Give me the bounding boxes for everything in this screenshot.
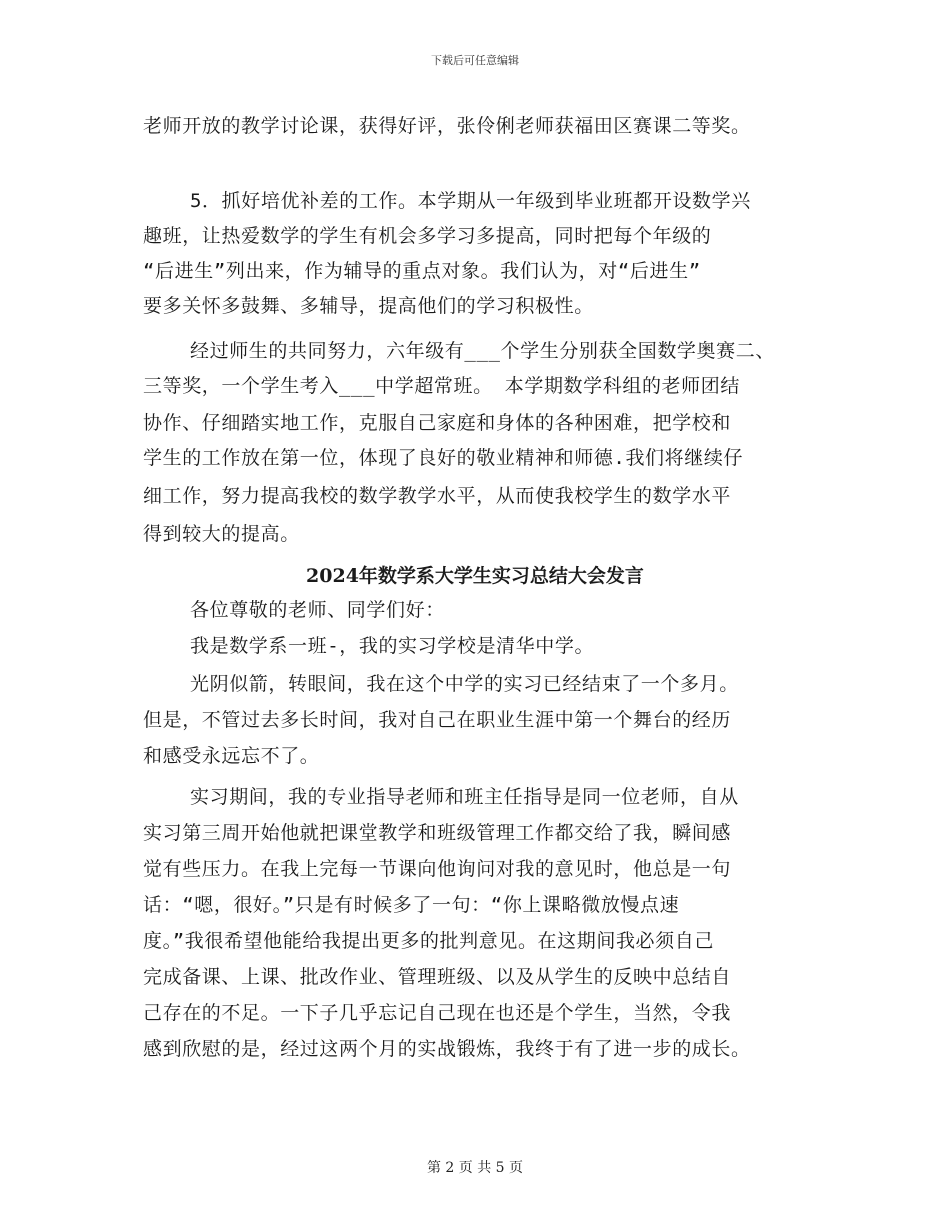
page-header: 下载后可任意编辑 — [431, 54, 519, 67]
text-line: 趣班，让热爱数学的学生有机会多学习多提高，同时把每个年级的 — [143, 225, 712, 247]
text-line: 实习第三周开始他就把课堂教学和班级管理工作都交给了我，瞬间感 — [143, 822, 732, 844]
text-line: 要多关怀多鼓舞、多辅导，提高他们的学习积极性。 — [143, 295, 594, 317]
text-line: 我是数学系一班-，我的实习学校是清华中学。 — [190, 635, 595, 657]
text-line: 三等奖，一个学生考入___中学超常班。 本学期数学科组的老师团结 — [143, 375, 740, 397]
text-line: 老师开放的教学讨论课，获得好评，张伶俐老师获福田区赛课二等奖。 — [143, 115, 751, 137]
text-line: 协作、仔细踏实地工作，克服自己家庭和身体的各种困难，把学校和 — [143, 412, 732, 434]
text-line: 度。”我很希望他能给我提出更多的批判意见。在这期间我必须自己 — [143, 930, 714, 952]
text-line: 完成备课、上课、批改作业、管理班级、以及从学生的反映中总结自 — [143, 966, 732, 988]
text-line: 经过师生的共同努力，六年级有___个学生分别获全国数学奥赛二、 — [190, 340, 775, 362]
text-line: 各位尊敬的老师、同学们好： — [190, 599, 445, 621]
text-line: 感到欣慰的是，经过这两个月的实战锻炼，我终于有了进一步的成长。 — [143, 1038, 751, 1060]
text-line: 得到较大的提高。 — [143, 523, 300, 545]
text-line: 话：“嗯，很好。”只是有时候多了一句：“你上课略微放慢点速 — [143, 894, 680, 916]
text-line: 觉有些压力。在我上完每一节课向他询问对我的意见时，他总是一句 — [143, 858, 732, 880]
text-line: “后进生”列出来，作为辅导的重点对象。我们认为，对“后进生” — [143, 260, 701, 282]
page-footer: 第 2 页 共 5 页 — [426, 1160, 524, 1176]
section-title: 2024年数学系大学生实习总结大会发言 — [306, 565, 644, 587]
text-line: 光阴似箭，转眼间，我在这个中学的实习已经结束了一个多月。 — [190, 673, 739, 695]
text-line: 但是，不管过去多长时间，我对自己在职业生涯中第一个舞台的经历 — [143, 709, 732, 731]
text-line: 己存在的不足。一下子几乎忘记自己现在也还是个学生，当然，令我 — [143, 1002, 732, 1024]
text-line: 实习期间，我的专业指导老师和班主任指导是同一位老师，自从 — [190, 786, 739, 808]
text-line: 细工作，努力提高我校的数学教学水平，从而使我校学生的数学水平 — [143, 485, 732, 507]
text-line: 5．抓好培优补差的工作。本学期从一年级到毕业班都开设数学兴 — [190, 190, 751, 212]
text-line: 学生的工作放在第一位，体现了良好的敬业精神和师德.我们将继续仔 — [143, 447, 744, 469]
text-line: 和感受永远忘不了。 — [143, 745, 320, 767]
